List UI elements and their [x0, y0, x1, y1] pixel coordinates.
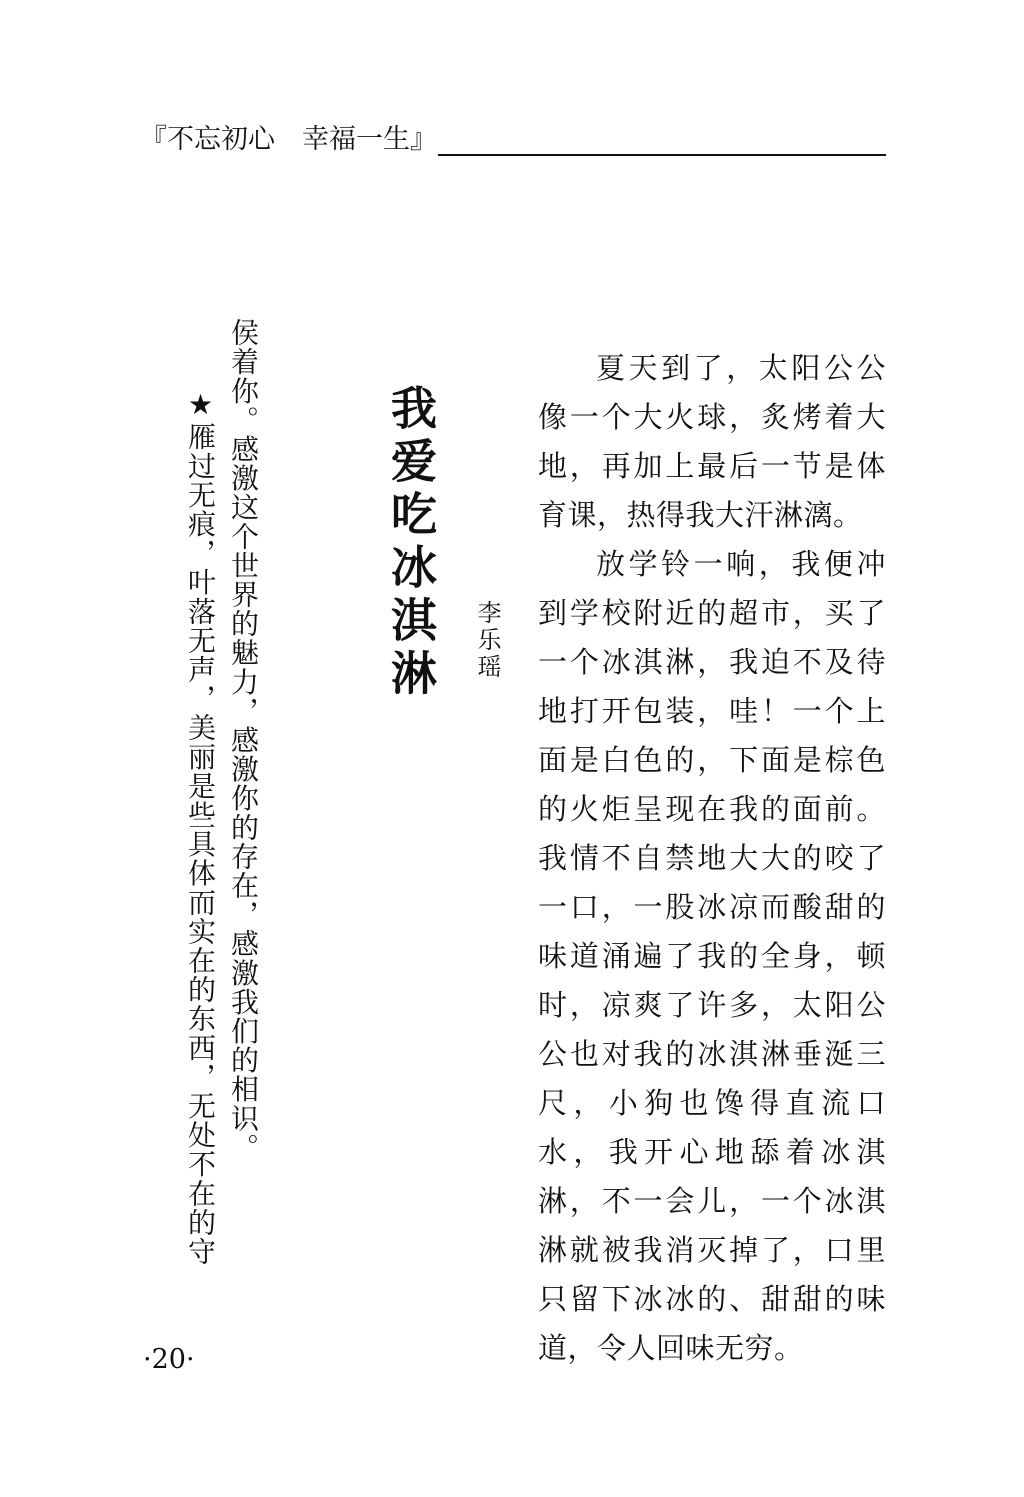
header-title: 『不忘初心 幸福一生』 — [140, 124, 437, 155]
article-paragraph: 放学铃一响，我便冲到学校附近的超市，买了一个冰淇淋，我迫不及待地打开包装，哇！一个上面是白色的，下面是棕色的火炬呈现在我的面前。我情不自禁地大大的咬了一口，一股冰凉而酸甜的味道涌遍了我的全身，顿时，凉爽了许多，太阳公公也对我的冰淇淋垂涎三尺，小狗也馋得直流口水，我开心地舔着冰淇淋，不一会儿，一个冰淇淋就被我消灭掉了，口里只留下冰冰的、甜甜的味道，令人回味无穷。 — [538, 547, 886, 1365]
article-body — [538, 344, 886, 1373]
header-rule — [438, 154, 886, 156]
article-title: 我爱吃冰淇淋 — [384, 384, 438, 702]
article-author: 李乐瑶 — [473, 600, 501, 681]
side-note-column-2: ★雁过无痕，叶落无声，美丽是些具体而实在的东西，无处不在的守 — [184, 388, 217, 1266]
article-paragraph: 夏天到了，太阳公公像一个大火球，炙烤着大地，再加上最后一节是体育课，热得我大汗淋漓。 — [538, 351, 886, 532]
side-note-column-1: 侯着你。感激这个世界的魅力，感激你的存在，感激我们的相识。 — [227, 318, 260, 1162]
running-header — [140, 120, 886, 160]
page-number: ·20· — [143, 1344, 195, 1375]
